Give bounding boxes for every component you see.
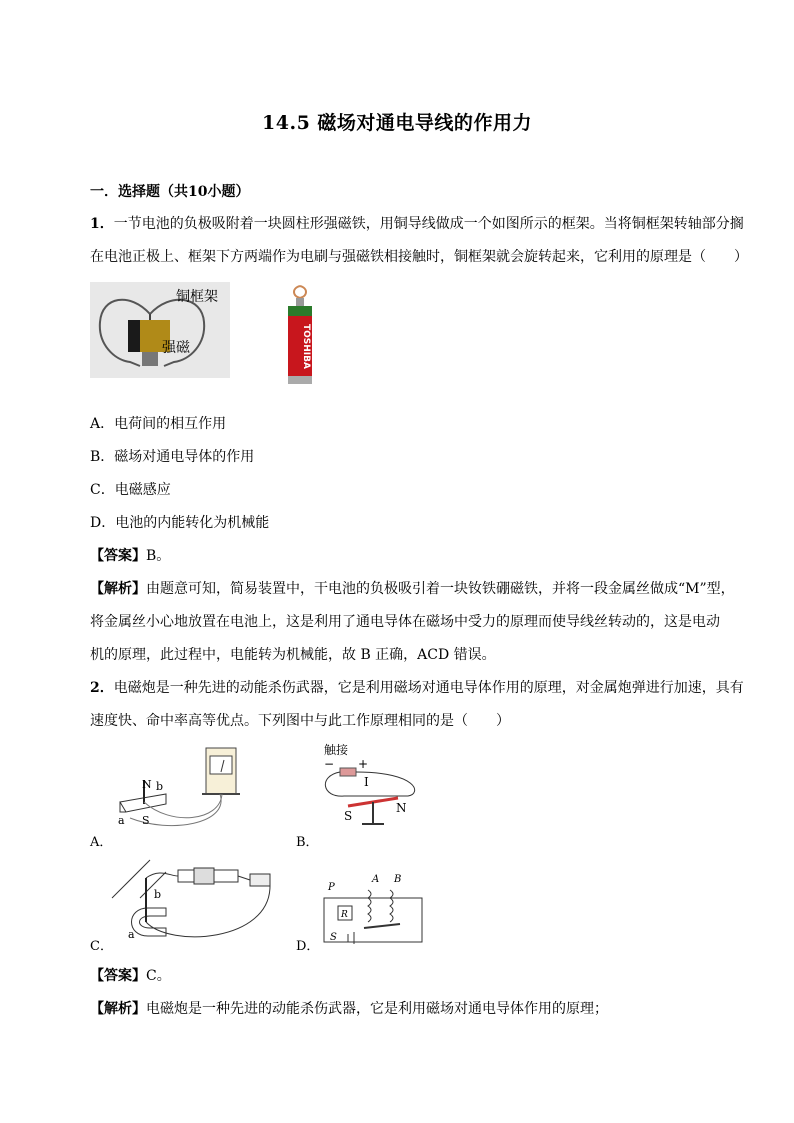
q2-c-b: b <box>154 888 162 901</box>
q1-analysis-text-1: 由题意可知，简易装置中，干电池的负极吸引着一块钕铁硼磁铁，并将一段金属丝做成“M”型， <box>146 581 735 597</box>
q2-b-minus: − <box>324 757 335 771</box>
q1-stem-1: 一节电池的负极吸附着一块圆柱形强磁铁，用铜导线做成一个如图所示的框架。当将铜框架转轴部分搁 <box>113 216 744 232</box>
q2-option-a-label: A． <box>90 835 113 850</box>
section-title: 一．选择题（共10小题） <box>90 184 250 200</box>
q2-answer <box>90 966 730 986</box>
q1-answer-value: B。 <box>146 548 171 564</box>
q1-option-d: D．电池的内能转化为机械能 <box>90 515 270 531</box>
q2-option-b-label: B． <box>296 835 319 850</box>
q2-b-touch: 触接 <box>324 743 349 757</box>
q2-figure-a <box>110 742 245 830</box>
q2-line2: 速度快、命中率高等优点。下列图中与此工作原理相同的是（ ） <box>90 713 510 729</box>
q2-b-I: I <box>364 775 369 789</box>
q2-option-c-label: C． <box>90 939 113 954</box>
q2-d-R: R <box>341 910 348 920</box>
q1-option-c: C．电磁感应 <box>90 482 171 498</box>
q2-answer-value: C。 <box>146 968 171 984</box>
q1-analysis-2: 将金属丝小心地放置在电池上，这是利用了通电导体在磁场中受力的原理而使导线丝转动的，这是电动 <box>90 614 720 630</box>
q2-d-P: P <box>328 882 335 893</box>
q1-analysis-3: 机的原理，此过程中，电能转为机械能，故 B 正确，ACD 错误。 <box>90 647 496 663</box>
q1-analysis-1 <box>90 579 735 599</box>
q1-number: 1． <box>90 216 114 232</box>
q2-analysis-text-1: 电磁炮是一种先进的动能杀伤武器，它是利用磁场对通电导体作用的原理； <box>146 1001 608 1017</box>
q2-analysis-tag: 【解析】 <box>90 1001 146 1017</box>
q2-b-S: S <box>344 809 353 823</box>
q2-number: 2． <box>90 680 114 696</box>
q2-d-B: B <box>394 874 402 885</box>
q1-battery-brand: TOSHIBA <box>301 324 311 369</box>
q1-option-b: B．磁场对通电导体的作用 <box>90 449 255 465</box>
q2-b-plus: + <box>358 757 369 771</box>
q2-figure-c <box>110 858 280 946</box>
q1-line1 <box>90 214 744 234</box>
q2-option-d-label: D． <box>296 939 320 954</box>
q1-answer-tag: 【答案】 <box>90 548 146 564</box>
q2-b-N: N <box>396 801 407 815</box>
q2-d-A: A <box>372 874 380 885</box>
q2-c-a: a <box>128 928 135 941</box>
q2-answer-tag: 【答案】 <box>90 968 146 984</box>
q1-answer <box>90 546 730 566</box>
q1-stem-2: 在电池正极上、框架下方两端作为电刷与强磁铁相接触时，铜框架就会旋转起来，它利用的原理是（ ） <box>90 249 748 265</box>
q1-label-magnet: 强磁 <box>162 340 190 356</box>
q2-a-N: N <box>142 778 152 791</box>
q2-a-a: a <box>118 814 125 827</box>
q2-analysis-1 <box>90 999 730 1019</box>
q2-stem-1: 电磁炮是一种先进的动能杀伤武器，它是利用磁场对通电导体作用的原理，对金属炮弹进行加速，具有 <box>113 680 744 696</box>
q1-analysis-tag: 【解析】 <box>90 581 146 597</box>
q1-figure-battery <box>278 284 328 390</box>
q2-a-S: S <box>142 814 150 827</box>
q2-figure-d <box>318 872 428 948</box>
q1-label-frame: 铜框架 <box>176 289 218 305</box>
page-title: 14.5 磁场对通电导线的作用力 <box>262 112 532 134</box>
q2-line1 <box>90 678 744 698</box>
q1-option-a: A．电荷间的相互作用 <box>90 416 227 432</box>
q2-figure-b <box>318 740 428 830</box>
q1-line2 <box>90 247 748 267</box>
q2-d-S: S <box>330 932 337 943</box>
q2-a-b: b <box>156 780 164 793</box>
